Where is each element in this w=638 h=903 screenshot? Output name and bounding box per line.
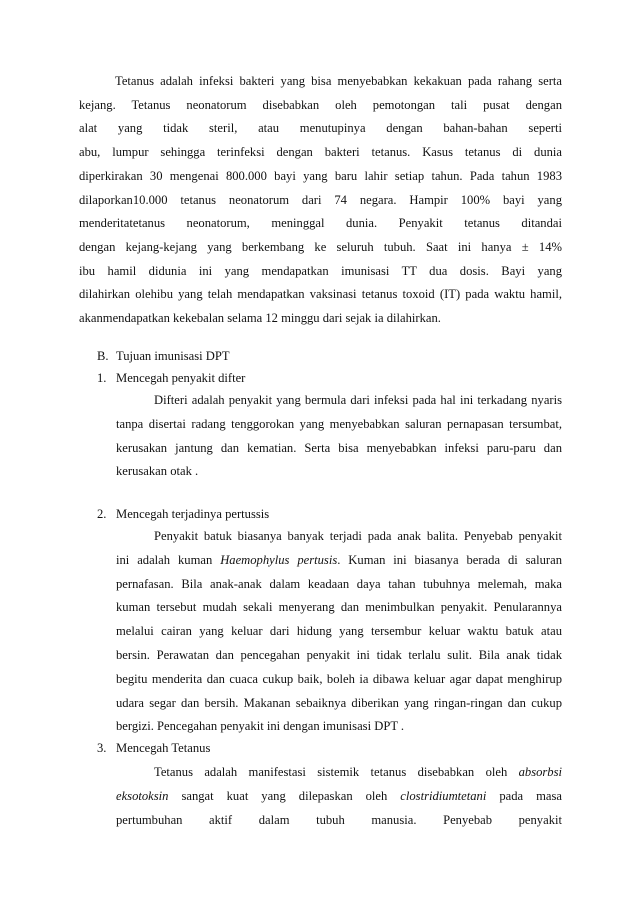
intro-line: ibu hamil didunia ini yang mendapatkan imunisasi TT dua dosis. Bayi yang — [79, 263, 562, 278]
item-title: Mencegah terjadinya pertussis — [116, 507, 270, 521]
item1-line: Difteri adalah penyakit yang bermula dari infeksi pada hal ini terkadang nyaris — [154, 393, 562, 407]
item2-line: kuman tersebut mudah sekali menyerang dan menimbulkan penyakit. Penularannya — [116, 600, 562, 615]
italic-term: absorbsi — [518, 765, 562, 779]
intro-line: alat yang tidak steril, atau menutupinya dengan bahan-bahan seperti — [79, 121, 562, 136]
species-name: clostridiumtetani — [400, 788, 487, 803]
item2-line: udara segar dan bersih. Makanan sebaiknya diberikan yang ringan-ringan dan cukup — [116, 695, 562, 710]
intro-line: abu, lumpur sehingga terinfeksi dengan bakteri tetanus. Kasus tetanus di dunia — [79, 145, 562, 160]
item2-line: bergizi. Pencegahan penyakit ini dengan imunisasi DPT . — [116, 719, 405, 734]
item3-paragraph — [116, 761, 562, 832]
item1-line: tanpa disertai radang tenggorokan yang menyebabkan saluran pernapasan tersumbat, — [116, 416, 562, 431]
item3-line-with-italic — [116, 761, 562, 785]
intro-line: menderitatetanus neonatorum, meninggal dunia. Penyakit tetanus ditandai — [79, 216, 562, 231]
item1-line: kerusakan jantung dan kematian. Serta bisa menyebabkan infeksi paru-paru dan — [116, 440, 562, 455]
item2-text: . Kuman ini biasanya berada di saluran — [337, 552, 563, 567]
intro-line: dilahirkan olehibu yang telah mendapatkan vaksinasi tetanus toxoid (IT) pada waktu hamil, — [79, 287, 562, 302]
item-marker: 3. — [97, 741, 107, 755]
item2-line: melalui cairan yang keluar dari hidung yang tersembur keluar waktu batuk atau — [116, 624, 562, 639]
item3-line: pertumbuhan aktif dalam tubuh manusia. Penyebab penyakit — [116, 812, 562, 827]
intro-line: diperkirakan 30 mengenai 800.000 bayi yang baru lahir setiap tahun. Pada tahun 1983 — [79, 168, 562, 183]
item3-text: pada masa — [499, 788, 562, 803]
intro-line: dengan kejang-kejang yang berkembang ke seluruh tubuh. Saat ini hanya ± 14% — [79, 239, 562, 254]
item-marker: 1. — [97, 371, 107, 385]
italic-term: eksotoksin — [116, 788, 169, 803]
item3-text: sangat kuat yang dilepaskan oleh — [181, 788, 388, 803]
item-title: Mencegah penyakit difter — [116, 371, 246, 385]
item3-text: Tetanus adalah manifestasi sistemik tetanus disebabkan oleh — [154, 765, 508, 779]
item2-line: begitu menderita dan cuaca cukup baik, boleh ia dibawa keluar agar dapat menghirup — [116, 671, 562, 686]
section-title: Tujuan imunisasi DPT — [116, 349, 230, 363]
item2-line: Penyakit batuk biasanya banyak terjadi pada anak balita. Penyebab penyakit — [154, 529, 562, 543]
section-marker: B. — [97, 349, 109, 363]
species-name: Haemophylus pertusis — [220, 552, 338, 567]
item1-line: kerusakan otak . — [116, 464, 199, 479]
item2-line-with-italic — [116, 549, 562, 573]
item3-line-with-italic — [116, 785, 562, 809]
item3-heading — [97, 737, 210, 759]
intro-line: Tetanus adalah infeksi bakteri yang bisa menyebabkan kekakuan pada rahang serta — [115, 74, 562, 88]
intro-line: kejang. Tetanus neonatorum disebabkan oleh pemotongan tali pusat dengan — [79, 97, 562, 112]
item1-paragraph — [116, 389, 562, 484]
section-b-heading — [97, 345, 230, 367]
item-title: Mencegah Tetanus — [116, 741, 211, 755]
item2-paragraph — [116, 525, 562, 739]
item2-line: bersin. Perawatan dan pencegahan penyakit ini tidak terlalu sulit. Bila anak tidak — [116, 647, 562, 662]
item2-text: ini adalah kuman — [116, 552, 213, 567]
intro-line: dilaporkan10.000 tetanus neonatorum dari 74 negara. Hampir 100% bayi yang — [79, 192, 562, 207]
item1-heading — [97, 367, 245, 389]
item2-line: pernafasan. Bila anak-anak dalam keadaan daya tahan tubuhnya melemah, maka — [116, 576, 562, 591]
item2-heading — [97, 503, 269, 525]
intro-line: akanmendapatkan kekebalan selama 12 minggu dari sejak ia dilahirkan. — [79, 311, 441, 326]
item-marker: 2. — [97, 507, 107, 521]
intro-paragraph — [79, 70, 562, 331]
